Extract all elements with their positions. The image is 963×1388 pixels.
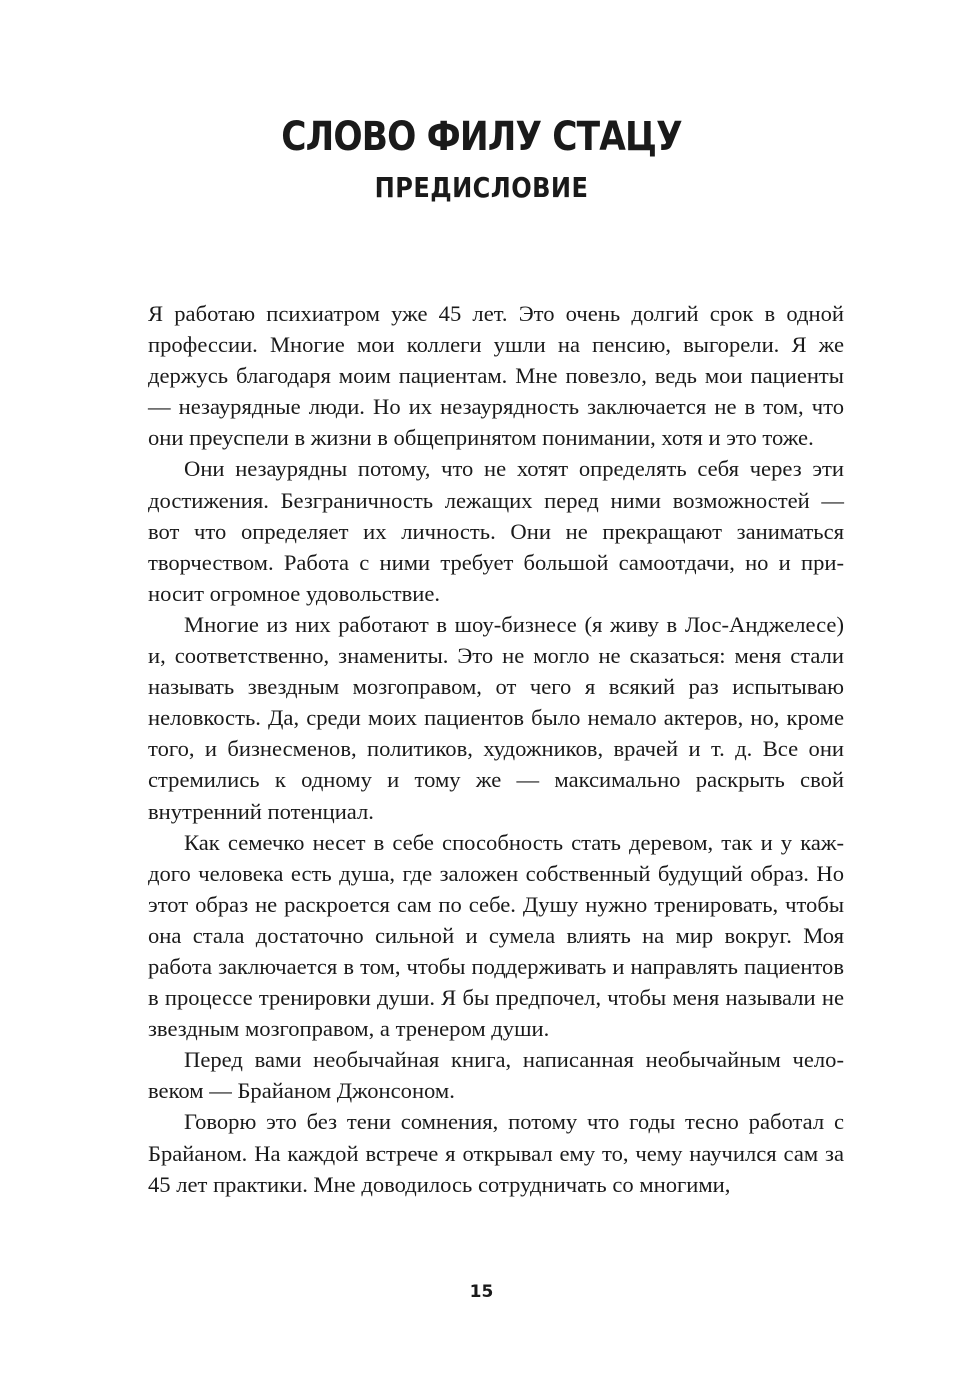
body-text	[148, 298, 844, 1200]
paragraph: Многие из них работают в шоу-бизнесе (я живу в Лос-Анджелесе) и, соответственно, знамениты. Это не могло не сказаться: меня стали называть звездным мозгоправом, от чего я всякий раз испытываю неловкость. Да, среди моих пациентов было немало актеров, но, кроме того, и бизнесменов, политиков, художников, врачей и т. д. Все они стремились к одному и тому же — максимально раскрыть свой внутренний потенциал.	[148, 611, 844, 824]
paragraph: Говорю это без тени сомнения, потому что годы тесно работал с Брайаном. На каждой встрече я открывал ему то, чему научился сам за 45 лет практики. Мне доводилось сотрудничать со многими,	[148, 1109, 844, 1197]
paragraph: Как семечко несет в себе способность стать деревом, так и у каждого человека есть душа, где заложен собственный будущий образ. Но этот образ не раскроется сам по себе. Душу нужно тренировать, чтобы она стала достаточно сильной и сумела влиять на мир вокруг. Моя работа заключается в том, чтобы поддерживать и направлять пациентов в процессе тренировки души. Я бы предпочел, чтобы меня называли не звездным мозгоправом, а тренером души.	[148, 829, 844, 1042]
paragraph: Я работаю психиатром уже 45 лет. Это очень долгий срок в одной профессии. Многие мои коллеги ушли на пенсию, выгорели. Я же держусь благодаря моим пациентам. Мне повезло, ведь мои пациенты — незаурядные люди. Но их незаурядность заключается не в том, что они преуспели в жизни в общепринятом понимании, хотя и это тоже.	[148, 301, 844, 451]
paragraph: Перед вами необычайная книга, написанная необычайным человеком — Брайаном Джонсоном.	[148, 1047, 844, 1104]
chapter-subtitle: ПРЕДИСЛОВИЕ	[374, 171, 589, 204]
paragraph: Они незаурядны потому, что не хотят определять себя через эти достижения. Безграничность лежащих перед ними возможностей — вот что определяет их личность. Они не прекращают заниматься творчеством. Работа с ними требует большой самоотдачи, но и приносит огромное удовольствие.	[148, 456, 844, 606]
page-number: 15	[469, 1282, 494, 1302]
chapter-title: СЛОВО ФИЛУ СТАЦУ	[281, 114, 682, 160]
